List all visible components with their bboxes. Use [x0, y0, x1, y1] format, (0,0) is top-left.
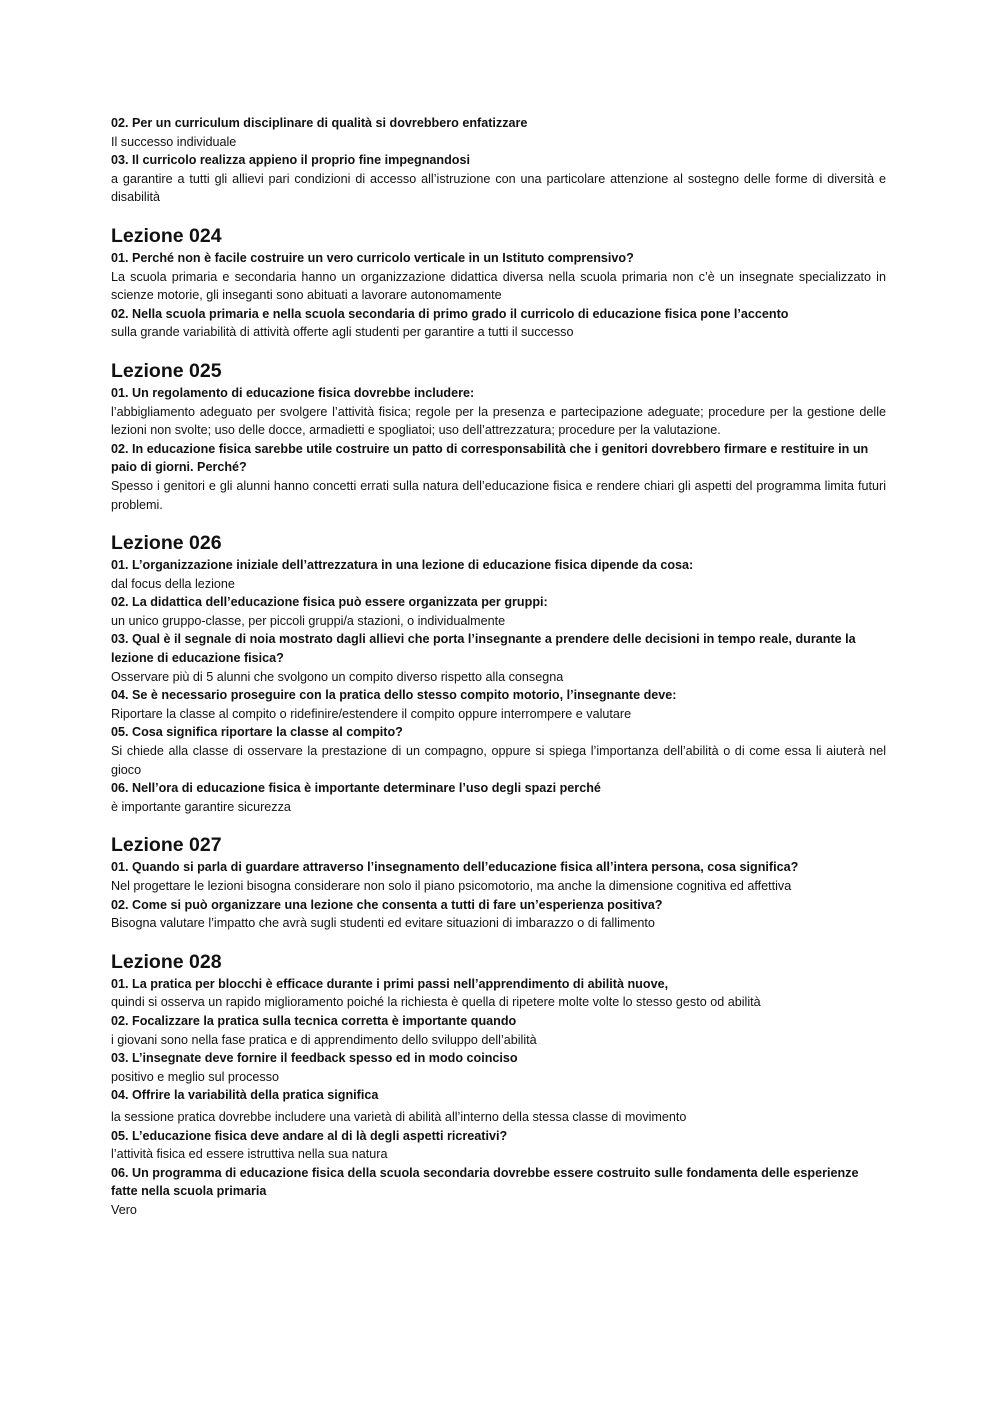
question-text: 03. Qual è il segnale di noia mostrato dagli allievi che porta l’insegnante a prendere delle decisioni in tempo reale, durante la lezione di educazione fisica?: [111, 632, 856, 666]
answer-text: Il successo individuale: [111, 134, 237, 149]
qa-item: [111, 686, 886, 723]
answer-text: La scuola primaria e secondaria hanno un organizzazione didattica diversa nella scuola primaria non c’è un insegnate specializzato in scienze motorie, gli inseganti sono abituati a lavorare autonomamente: [111, 269, 886, 303]
question-text: 06. Un programma di educazione fisica della scuola secondaria dovrebbe essere costruito sulle fondamenta delle esperienze fatte nella scuola primaria: [111, 1165, 859, 1199]
qa-item: [111, 114, 886, 151]
question-text: 05. L’educazione fisica deve andare al di là degli aspetti ricreativi?: [111, 1128, 508, 1143]
answer-text: Vero: [111, 1202, 137, 1217]
answer-text: Spesso i genitori e gli alunni hanno concetti errati sulla natura dell’educazione fisica e rendere chiari gli aspetti del programma limita futuri problemi.: [111, 478, 886, 512]
answer-text: Si chiede alla classe di osservare la prestazione di un compagno, oppure si spiega l’importanza dell’abilità o di come essa li aiuterà nel gioco: [111, 744, 886, 777]
question-text: 03. Il curricolo realizza appieno il proprio fine impegnandosi: [111, 153, 470, 168]
lesson-title: Lezione 026: [111, 532, 222, 555]
answer-text: quindi si osserva un rapido miglioramento poiché la richiesta è quella di ripetere molte volte lo stesso gesto od abilità: [111, 995, 761, 1010]
answer-text: a garantire a tutti gli allievi pari condizioni di accesso all’istruzione con una particolare attenzione al sostegno delle forme di diversità e disabilità: [111, 171, 886, 205]
answer-text: Riportare la classe al compito o ridefinire/estendere il compito oppure interrompere e valutare: [111, 706, 632, 721]
document-page: [111, 114, 886, 1220]
question-text: 02. Nella scuola primaria e nella scuola secondaria di primo grado il curricolo di educazione fisica pone l’accento: [111, 306, 789, 321]
question-text: 01. Un regolamento di educazione fisica dovrebbe includere:: [111, 385, 475, 400]
qa-item: [111, 593, 886, 630]
question-text: 02. Focalizzare la pratica sulla tecnica corretta è importante quando: [111, 1013, 517, 1028]
lesson-title: Lezione 028: [111, 950, 222, 973]
lesson-section-027: [111, 834, 886, 932]
lesson-section-025: [111, 360, 886, 514]
answer-text: Nel progettare le lezioni bisogna considerare non solo il piano psicomotorio, ma anche la dimensione cognitiva ed affettiva: [111, 879, 792, 893]
qa-item: [111, 1086, 886, 1126]
qa-item: [111, 975, 886, 1012]
answer-text: positivo e meglio sul processo: [111, 1069, 279, 1084]
qa-item: [111, 249, 886, 305]
qa-item: [111, 151, 886, 207]
answer-text: l’attività fisica ed essere istruttiva nella sua natura: [111, 1147, 388, 1162]
qa-item: [111, 858, 886, 895]
lesson-section-024: [111, 225, 886, 342]
question-text: 01. L’organizzazione iniziale dell’attrezzatura in una lezione di educazione fisica dipende da cosa:: [111, 558, 694, 573]
answer-text: dal focus della lezione: [111, 576, 235, 591]
qa-item: [111, 384, 886, 440]
qa-item: [111, 1049, 886, 1086]
question-text: 04. Se è necessario proseguire con la pratica dello stesso compito motorio, l’insegnante deve:: [111, 688, 677, 703]
question-text: 02. In educazione fisica sarebbe utile costruire un patto di corresponsabilità che i genitori dovrebbero firmare e restituire in un paio di giorni. Perché?: [111, 441, 869, 475]
question-text: 01. Perché non è facile costruire un vero curricolo verticale in un Istituto comprensivo?: [111, 250, 634, 265]
question-text: 04. Offrire la variabilità della pratica significa: [111, 1088, 379, 1103]
question-text: 02. La didattica dell’educazione fisica può essere organizzata per gruppi:: [111, 595, 548, 610]
qa-item: [111, 1127, 886, 1164]
question-text: 01. Quando si parla di guardare attraverso l’insegnamento dell’educazione fisica all’intera persona, cosa significa?: [111, 860, 799, 875]
qa-item: [111, 305, 886, 342]
question-text: 06. Nell’ora di educazione fisica è importante determinare l’uso degli spazi perché: [111, 781, 601, 796]
answer-text: Osservare più di 5 alunni che svolgono un compito diverso rispetto alla consegna: [111, 669, 564, 684]
qa-item: [111, 723, 886, 779]
answer-text: l’abbigliamento adeguato per svolgere l’attività fisica; regole per la presenza e partecipazione adeguate; procedure per la gestione delle lezioni non svolte; uso delle docce, armadietti e spogliatoi; uso dell’attrezzatura; procedure per la valutazione.: [111, 404, 886, 438]
question-text: 01. La pratica per blocchi è efficace durante i primi passi nell’apprendimento di abilità nuove,: [111, 976, 669, 991]
qa-item: [111, 1012, 886, 1049]
question-text: 02. Per un curriculum disciplinare di qualità si dovrebbero enfatizzare: [111, 116, 528, 130]
lesson-title: Lezione 027: [111, 834, 222, 857]
question-text: 03. L’insegnate deve fornire il feedback spesso ed in modo coinciso: [111, 1051, 518, 1066]
qa-item: [111, 779, 886, 816]
answer-text: la sessione pratica dovrebbe includere una varietà di abilità all’interno della stessa classe di movimento: [111, 1109, 687, 1124]
lesson-section-028: [111, 951, 886, 1220]
qa-item: [111, 630, 886, 686]
question-text: 05. Cosa significa riportare la classe al compito?: [111, 725, 403, 740]
lesson-title: Lezione 024: [111, 224, 222, 247]
qa-item: [111, 896, 886, 933]
question-text: 02. Come si può organizzare una lezione che consenta a tutti di fare un’esperienza positiva?: [111, 897, 663, 912]
answer-text: Bisogna valutare l’impatto che avrà sugli studenti ed evitare situazioni di imbarazzo o di fallimento: [111, 916, 655, 931]
answer-text: un unico gruppo-classe, per piccoli gruppi/a stazioni, o individualmente: [111, 613, 506, 628]
answer-text: sulla grande variabilità di attività offerte agli studenti per garantire a tutti il successo: [111, 325, 574, 340]
qa-item: [111, 556, 886, 593]
qa-item: [111, 440, 886, 514]
answer-text: è importante garantire sicurezza: [111, 799, 291, 814]
intro-section: [111, 114, 886, 207]
qa-item: [111, 1164, 886, 1220]
lesson-title: Lezione 025: [111, 359, 222, 382]
lesson-section-026: [111, 532, 886, 816]
answer-text: i giovani sono nella fase pratica e di apprendimento dello sviluppo dell’abilità: [111, 1032, 537, 1047]
